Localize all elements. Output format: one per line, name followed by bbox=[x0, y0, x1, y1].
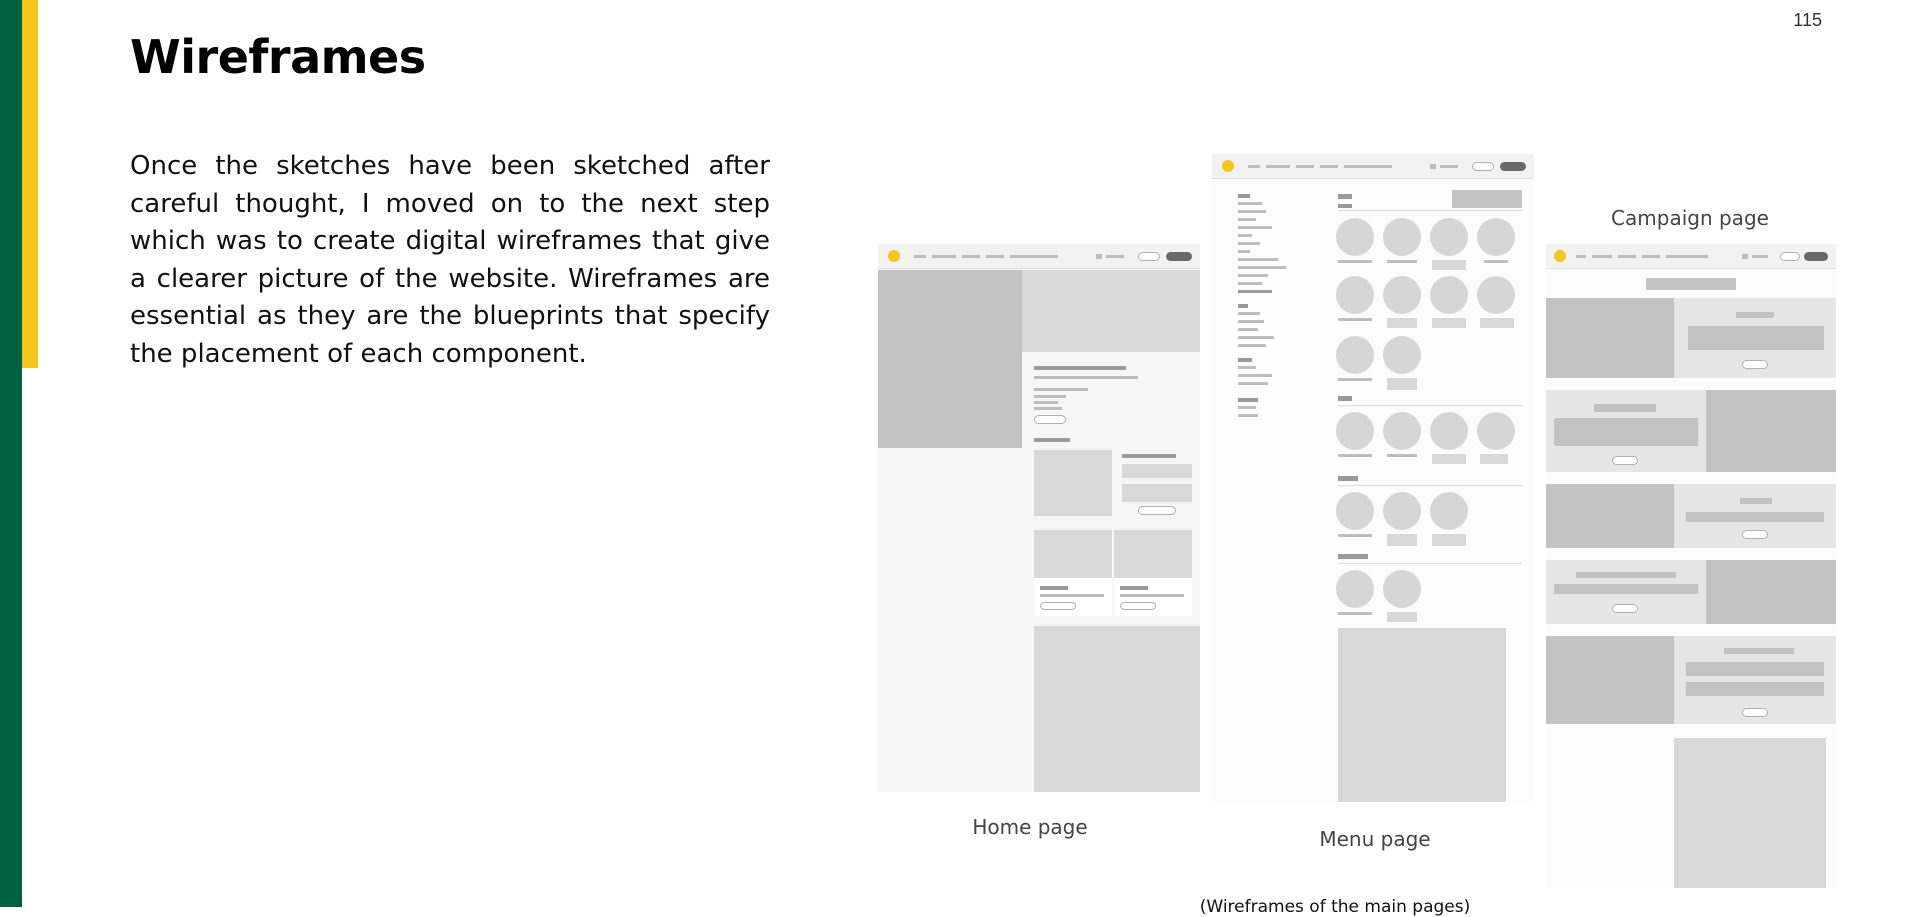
logo-icon bbox=[1554, 250, 1566, 262]
campaign-page-label: Campaign page bbox=[1611, 206, 1769, 230]
menu-footer-block bbox=[1338, 628, 1506, 802]
green-accent-bar bbox=[0, 0, 22, 907]
home-page-wireframe bbox=[878, 244, 1200, 792]
page-number: 115 bbox=[1793, 10, 1822, 30]
campaign-page-wireframe bbox=[1546, 244, 1836, 888]
logo-icon bbox=[1222, 160, 1234, 172]
body-paragraph: Once the sketches have been sketched after careful thought, I moved on to the next step which was to create digital wireframes that give a clearer picture of the website. Wireframes are essential as they are the blueprints that specify the placement of each component. bbox=[130, 151, 770, 369]
home-page-label: Home page bbox=[972, 815, 1088, 839]
page-title: Wireframes bbox=[130, 30, 426, 84]
footer-image-block bbox=[1034, 626, 1200, 792]
yellow-accent-bar bbox=[22, 0, 38, 368]
logo-icon bbox=[888, 250, 900, 262]
menu-page-label: Menu page bbox=[1319, 827, 1431, 851]
campaign-footer-block bbox=[1674, 738, 1826, 888]
menu-page-wireframe bbox=[1212, 154, 1534, 802]
wireframes-caption: (Wireframes of the main pages) bbox=[1199, 897, 1471, 917]
hero-image-block bbox=[878, 270, 1022, 448]
